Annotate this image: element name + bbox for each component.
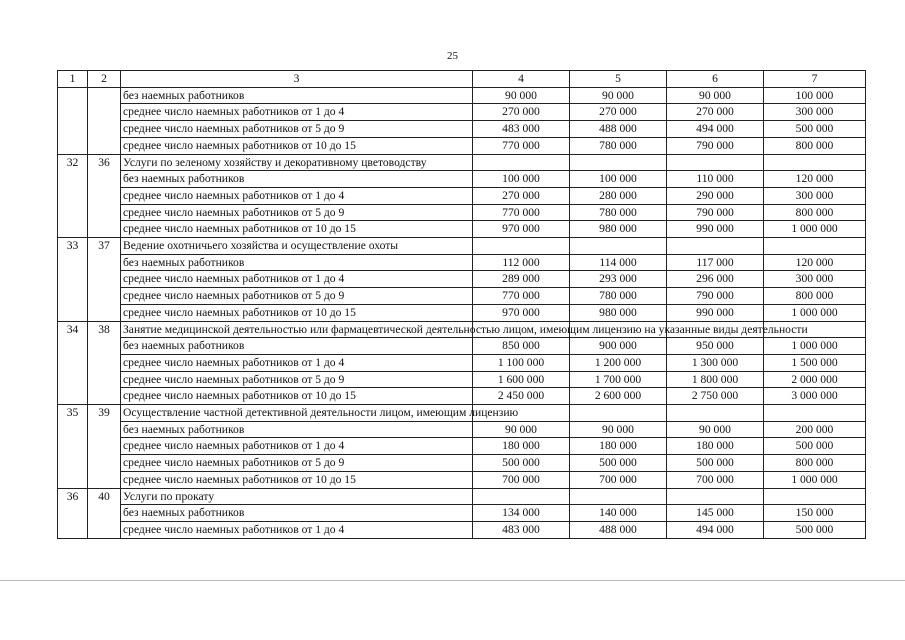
amount-cell: 90 000 — [570, 87, 667, 104]
amount-cell: 90 000 — [570, 421, 667, 438]
header-row — [58, 71, 866, 88]
amount-cell: 1 000 000 — [764, 471, 866, 488]
amount-cell: 950 000 — [667, 338, 764, 355]
code-number-cell — [88, 87, 121, 154]
tariff-table — [57, 70, 866, 539]
amount-cell: 1 500 000 — [764, 354, 866, 371]
amount-cell: 700 000 — [570, 471, 667, 488]
amount-cell: 790 000 — [667, 204, 764, 221]
amount-cell: 300 000 — [764, 104, 866, 121]
amount-cell: 483 000 — [473, 121, 570, 138]
amount-cell: 800 000 — [764, 204, 866, 221]
amount-cell: 296 000 — [667, 271, 764, 288]
table-row — [58, 204, 866, 221]
amount-cell: 990 000 — [667, 221, 764, 238]
amount-cell: 145 000 — [667, 505, 764, 522]
amount-cell: 1 800 000 — [667, 371, 764, 388]
header-cell: 3 — [121, 71, 473, 88]
empty-value-cell — [570, 405, 667, 422]
table-row — [58, 254, 866, 271]
table-row — [58, 338, 866, 355]
row-number-cell: 36 — [58, 488, 88, 538]
employee-range-label: среднее число наемных работников от 10 до 15 — [121, 221, 473, 238]
empty-value-cell — [667, 488, 764, 505]
row-number-cell: 32 — [58, 154, 88, 238]
amount-cell: 270 000 — [473, 104, 570, 121]
empty-value-cell — [570, 154, 667, 171]
table-row — [58, 455, 866, 472]
amount-cell: 100 000 — [473, 171, 570, 188]
amount-cell: 134 000 — [473, 505, 570, 522]
employee-range-label: без наемных работников — [121, 505, 473, 522]
page-number: 25 — [447, 50, 458, 62]
amount-cell: 289 000 — [473, 271, 570, 288]
header-cell: 4 — [473, 71, 570, 88]
code-number-cell: 36 — [88, 154, 121, 238]
amount-cell: 990 000 — [667, 304, 764, 321]
amount-cell: 290 000 — [667, 187, 764, 204]
code-number-cell: 38 — [88, 321, 121, 405]
amount-cell: 770 000 — [473, 288, 570, 305]
employee-range-label: среднее число наемных работников от 5 до 9 — [121, 371, 473, 388]
amount-cell: 488 000 — [570, 521, 667, 538]
empty-value-cell — [764, 238, 866, 255]
amount-cell: 180 000 — [473, 438, 570, 455]
amount-cell: 780 000 — [570, 204, 667, 221]
empty-value-cell — [667, 154, 764, 171]
table-row — [58, 505, 866, 522]
activity-title: Услуги по зеленому хозяйству и декоративному цветоводству — [121, 154, 473, 171]
amount-cell: 280 000 — [570, 187, 667, 204]
activity-title: Осуществление частной детективной деятельности лицом, имеющим лицензию — [121, 405, 473, 422]
amount-cell: 1 000 000 — [764, 338, 866, 355]
empty-value-cell — [473, 154, 570, 171]
amount-cell: 488 000 — [570, 121, 667, 138]
amount-cell: 90 000 — [473, 87, 570, 104]
amount-cell: 500 000 — [667, 455, 764, 472]
empty-value-cell — [764, 405, 866, 422]
table-row — [58, 271, 866, 288]
table-row — [58, 221, 866, 238]
employee-range-label: среднее число наемных работников от 5 до 9 — [121, 288, 473, 305]
amount-cell: 114 000 — [570, 254, 667, 271]
table-row — [58, 187, 866, 204]
table-row — [58, 171, 866, 188]
amount-cell: 800 000 — [764, 137, 866, 154]
empty-value-cell — [570, 488, 667, 505]
amount-cell: 700 000 — [667, 471, 764, 488]
table-row — [58, 121, 866, 138]
amount-cell: 770 000 — [473, 204, 570, 221]
amount-cell: 980 000 — [570, 304, 667, 321]
header-cell: 2 — [88, 71, 121, 88]
employee-range-label: среднее число наемных работников от 1 до 4 — [121, 187, 473, 204]
amount-cell: 700 000 — [473, 471, 570, 488]
amount-cell: 790 000 — [667, 137, 764, 154]
amount-cell: 180 000 — [570, 438, 667, 455]
code-number-cell: 39 — [88, 405, 121, 489]
amount-cell: 483 000 — [473, 521, 570, 538]
amount-cell: 100 000 — [570, 171, 667, 188]
amount-cell: 112 000 — [473, 254, 570, 271]
amount-cell: 494 000 — [667, 521, 764, 538]
amount-cell: 500 000 — [764, 521, 866, 538]
amount-cell: 494 000 — [667, 121, 764, 138]
amount-cell: 300 000 — [764, 187, 866, 204]
amount-cell: 850 000 — [473, 338, 570, 355]
empty-value-cell — [473, 238, 570, 255]
table-row — [58, 104, 866, 121]
amount-cell: 780 000 — [570, 288, 667, 305]
employee-range-label: среднее число наемных работников от 5 до 9 — [121, 455, 473, 472]
amount-cell: 970 000 — [473, 221, 570, 238]
employee-range-label: среднее число наемных работников от 1 до 4 — [121, 521, 473, 538]
header-cell: 6 — [667, 71, 764, 88]
amount-cell: 90 000 — [473, 421, 570, 438]
employee-range-label: без наемных работников — [121, 171, 473, 188]
employee-range-label: среднее число наемных работников от 1 до 4 — [121, 271, 473, 288]
table-row — [58, 87, 866, 104]
employee-range-label: без наемных работников — [121, 254, 473, 271]
employee-range-label: без наемных работников — [121, 421, 473, 438]
row-number-cell: 35 — [58, 405, 88, 489]
table-row — [58, 438, 866, 455]
amount-cell: 270 000 — [473, 187, 570, 204]
table-body — [58, 87, 866, 538]
activity-title: Услуги по прокату — [121, 488, 473, 505]
employee-range-label: среднее число наемных работников от 1 до 4 — [121, 104, 473, 121]
amount-cell: 270 000 — [570, 104, 667, 121]
empty-value-cell — [667, 405, 764, 422]
employee-range-label: среднее число наемных работников от 10 до 15 — [121, 388, 473, 405]
table-row — [58, 288, 866, 305]
employee-range-label: без наемных работников — [121, 87, 473, 104]
empty-value-cell — [570, 238, 667, 255]
employee-range-label: среднее число наемных работников от 5 до 9 — [121, 204, 473, 221]
amount-cell: 770 000 — [473, 137, 570, 154]
amount-cell: 2 600 000 — [570, 388, 667, 405]
row-number-cell — [58, 87, 88, 154]
table-row — [58, 471, 866, 488]
empty-value-cell — [473, 488, 570, 505]
table-row — [58, 421, 866, 438]
amount-cell: 800 000 — [764, 288, 866, 305]
amount-cell: 1 100 000 — [473, 354, 570, 371]
amount-cell: 1 300 000 — [667, 354, 764, 371]
amount-cell: 1 000 000 — [764, 221, 866, 238]
table-row — [58, 137, 866, 154]
employee-range-label: среднее число наемных работников от 10 до 15 — [121, 304, 473, 321]
amount-cell: 780 000 — [570, 137, 667, 154]
amount-cell: 2 750 000 — [667, 388, 764, 405]
header-cell: 1 — [58, 71, 88, 88]
employee-range-label: среднее число наемных работников от 5 до 9 — [121, 121, 473, 138]
header-cell: 5 — [570, 71, 667, 88]
group-title-row — [58, 321, 866, 338]
amount-cell: 900 000 — [570, 338, 667, 355]
amount-cell: 117 000 — [667, 254, 764, 271]
group-title-row — [58, 405, 866, 422]
employee-range-label: среднее число наемных работников от 10 до 15 — [121, 137, 473, 154]
amount-cell: 90 000 — [667, 87, 764, 104]
amount-cell: 1 700 000 — [570, 371, 667, 388]
amount-cell: 2 450 000 — [473, 388, 570, 405]
amount-cell: 500 000 — [473, 455, 570, 472]
amount-cell: 270 000 — [667, 104, 764, 121]
amount-cell: 90 000 — [667, 421, 764, 438]
amount-cell: 1 000 000 — [764, 304, 866, 321]
amount-cell: 300 000 — [764, 271, 866, 288]
amount-cell: 500 000 — [764, 438, 866, 455]
amount-cell: 120 000 — [764, 171, 866, 188]
amount-cell: 2 000 000 — [764, 371, 866, 388]
code-number-cell: 37 — [88, 238, 121, 322]
activity-title: Занятие медицинской деятельностью или фармацевтической деятельностью лицом, имеющим лицензию на указанные виды деятельности — [121, 321, 473, 338]
table-row — [58, 388, 866, 405]
table-row — [58, 521, 866, 538]
employee-range-label: без наемных работников — [121, 338, 473, 355]
amount-cell: 980 000 — [570, 221, 667, 238]
amount-cell: 500 000 — [764, 121, 866, 138]
amount-cell: 800 000 — [764, 455, 866, 472]
amount-cell: 110 000 — [667, 171, 764, 188]
table-row — [58, 304, 866, 321]
amount-cell: 790 000 — [667, 288, 764, 305]
table-row — [58, 354, 866, 371]
group-title-row — [58, 488, 866, 505]
amount-cell: 100 000 — [764, 87, 866, 104]
employee-range-label: среднее число наемных работников от 1 до 4 — [121, 438, 473, 455]
amount-cell: 180 000 — [667, 438, 764, 455]
employee-range-label: среднее число наемных работников от 10 до 15 — [121, 471, 473, 488]
code-number-cell: 40 — [88, 488, 121, 538]
table-row — [58, 371, 866, 388]
amount-cell: 3 000 000 — [764, 388, 866, 405]
employee-range-label: среднее число наемных работников от 1 до 4 — [121, 354, 473, 371]
row-number-cell: 34 — [58, 321, 88, 405]
amount-cell: 200 000 — [764, 421, 866, 438]
scan-artifact-line — [0, 580, 905, 581]
group-title-row — [58, 154, 866, 171]
empty-value-cell — [764, 154, 866, 171]
amount-cell: 970 000 — [473, 304, 570, 321]
amount-cell: 120 000 — [764, 254, 866, 271]
empty-value-cell — [667, 238, 764, 255]
header-cell: 7 — [764, 71, 866, 88]
group-title-row — [58, 238, 866, 255]
row-number-cell: 33 — [58, 238, 88, 322]
amount-cell: 1 200 000 — [570, 354, 667, 371]
amount-cell: 1 600 000 — [473, 371, 570, 388]
amount-cell: 293 000 — [570, 271, 667, 288]
amount-cell: 500 000 — [570, 455, 667, 472]
empty-value-cell — [764, 488, 866, 505]
amount-cell: 150 000 — [764, 505, 866, 522]
activity-title: Ведение охотничьего хозяйства и осуществление охоты — [121, 238, 473, 255]
amount-cell: 140 000 — [570, 505, 667, 522]
